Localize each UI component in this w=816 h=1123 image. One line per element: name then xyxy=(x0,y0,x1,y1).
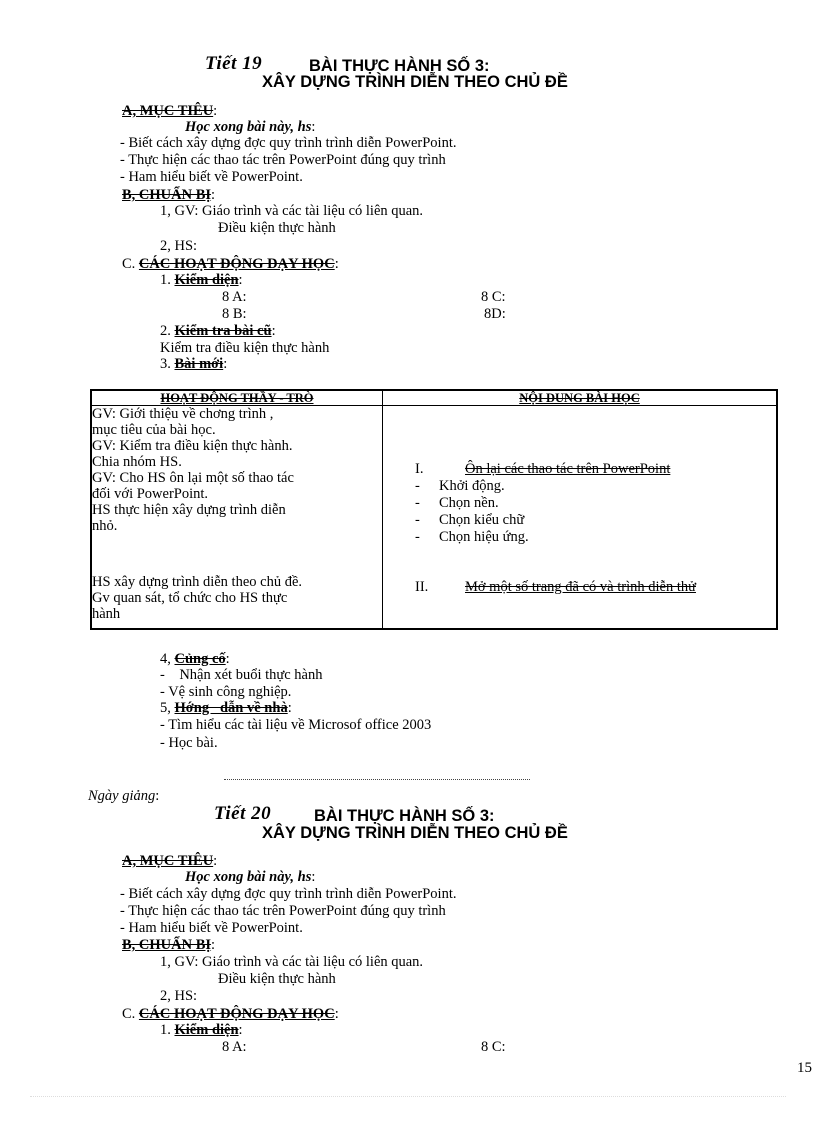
kiem-dien-label: Kiểm diện xyxy=(174,272,239,288)
content-section-2-title: Mở một số trang đã có và trình diễn thử xyxy=(465,579,696,595)
activity-line: GV: Cho HS ôn lại một số thao tác xyxy=(92,470,294,486)
lesson-20-number: Tiết 20 xyxy=(214,803,272,824)
ktbc-colon: : xyxy=(271,323,276,339)
section-b-heading xyxy=(122,187,215,203)
muc-tieu-item-3-2: - Ham hiểu biết về PowerPoint. xyxy=(120,920,303,936)
cung-co-item-1: - Nhận xét buổi thực hành xyxy=(160,667,323,683)
content-dash: - xyxy=(415,478,420,494)
ktbc-text: Kiểm tra điều kiện thực hành xyxy=(160,340,330,356)
content-item: Chọn nền. xyxy=(439,495,499,511)
lesson-20-subtitle: XÂY DỰNG TRÌNH DIỄN THEO CHỦ ĐỀ xyxy=(262,824,568,842)
content-item: Chọn kiểu chữ xyxy=(439,512,525,528)
muc-tieu-colon-2: : xyxy=(213,853,218,869)
activity-line: Chia nhóm HS. xyxy=(92,454,182,470)
content-section-1-title: Ôn lại các thao tác trên PowerPoint xyxy=(465,461,671,477)
content-dash: - xyxy=(415,512,420,528)
class-8a: 8 A: xyxy=(222,289,247,305)
table-header-left: HOẠT ĐỘNG THẦY - TRÒ xyxy=(91,390,383,406)
activity-line: nhỏ. xyxy=(92,518,118,534)
hoat-dong-label-2: CÁC HOẠT ĐỘNG DẠY HỌC xyxy=(138,1006,335,1022)
activity-line: mục tiêu của bài học. xyxy=(92,422,216,438)
hoat-dong-prefix-2: C. xyxy=(122,1006,136,1022)
ktbc-label: Kiểm tra bài cũ xyxy=(174,323,272,339)
chuan-bi-colon-2: : xyxy=(211,937,216,953)
muc-tieu-item-1: - Biết cách xây dựng đợc quy trình trình diễn PowerPoint. xyxy=(120,135,457,151)
section-a-heading-2 xyxy=(122,853,217,869)
cung-co-label: Củng cố xyxy=(174,651,226,667)
class-8c: 8 C: xyxy=(481,289,506,305)
section-c-heading-2 xyxy=(122,1006,339,1022)
muc-tieu-item-1-2: - Biết cách xây dựng đợc quy trình trình diễn PowerPoint. xyxy=(120,886,457,902)
class-8c-2: 8 C: xyxy=(481,1039,506,1055)
class-8a-2: 8 A: xyxy=(222,1039,247,1055)
cung-co-colon: : xyxy=(225,651,230,667)
hoat-dong-colon: : xyxy=(334,256,339,272)
huong-dan-colon: : xyxy=(287,700,292,716)
activity-line: GV: Giới thiệu về chơng trình , xyxy=(92,406,274,422)
ngay-giang-colon: : xyxy=(155,788,160,804)
kiem-dien-num-2: 1. xyxy=(160,1022,171,1038)
muc-tieu-item-3: - Ham hiểu biết về PowerPoint. xyxy=(120,169,303,185)
class-8d: 8D: xyxy=(484,306,506,322)
content-section-1-num: I. xyxy=(415,461,424,477)
activity-line: hành xyxy=(92,606,121,622)
hoat-dong-prefix: C. xyxy=(122,256,136,272)
content-item: Chọn hiệu ứng. xyxy=(439,529,529,545)
muc-tieu-label: A, MỤC TIÊU xyxy=(122,103,214,119)
chuan-bi-gv-2: Điều kiện thực hành xyxy=(218,220,336,236)
ktbc-num: 2. xyxy=(160,323,171,339)
section-b-heading-2 xyxy=(122,937,215,953)
table-row xyxy=(91,406,777,630)
huong-dan-item-2: - Học bài. xyxy=(160,735,218,751)
content-section-2-num: II. xyxy=(415,579,429,595)
ktbc-line xyxy=(160,323,276,339)
muc-tieu-intro-colon: : xyxy=(311,119,316,135)
hoat-dong-colon-2: : xyxy=(334,1006,339,1022)
section-separator xyxy=(224,779,530,780)
activity-line: đối với PowerPoint. xyxy=(92,486,209,502)
muc-tieu-intro-2: Học xong bài này, hs xyxy=(185,869,312,885)
chuan-bi-hs: 2, HS: xyxy=(160,238,198,254)
page-number: 15 xyxy=(797,1060,812,1076)
class-8b: 8 B: xyxy=(222,306,247,322)
table-header-right: NỘI DUNG BÀI HỌC xyxy=(383,390,778,406)
kiem-dien-line-2 xyxy=(160,1022,243,1038)
chuan-bi-gv-2-b: Điều kiện thực hành xyxy=(218,971,336,987)
activity-line: Gv quan sát, tổ chức cho HS thực xyxy=(92,590,288,606)
muc-tieu-intro-line-2 xyxy=(185,869,315,885)
content-dash: - xyxy=(415,529,420,545)
bai-moi-colon: : xyxy=(223,356,228,372)
kiem-dien-line xyxy=(160,272,243,288)
muc-tieu-intro-colon-2: : xyxy=(311,869,316,885)
content-item: Khởi động. xyxy=(439,478,505,494)
lesson-19-title: BÀI THỰC HÀNH SỐ 3: xyxy=(309,57,490,75)
content-dash: - xyxy=(415,495,420,511)
activity-line: HS thực hiện xây dựng trình diễn xyxy=(92,502,286,518)
hoat-dong-label: CÁC HOẠT ĐỘNG DẠY HỌC xyxy=(138,256,335,272)
lesson-20-title: BÀI THỰC HÀNH SỐ 3: xyxy=(314,807,495,825)
ngay-giang-label: Ngày giảng xyxy=(88,788,156,804)
ngay-giang-line xyxy=(88,788,159,804)
huong-dan-item-1: - Tìm hiểu các tài liệu về Microsof office 2003 xyxy=(160,717,432,733)
section-a-heading xyxy=(122,103,217,119)
chuan-bi-label-2: B, CHUẨN BỊ xyxy=(122,937,212,953)
huong-dan-line xyxy=(160,700,292,716)
kiem-dien-colon-2: : xyxy=(238,1022,243,1038)
table-cell-activities xyxy=(91,406,383,630)
chuan-bi-gv: 1, GV: Giáo trình và các tài liệu có liên quan. xyxy=(160,203,424,219)
chuan-bi-gv-b: 1, GV: Giáo trình và các tài liệu có liên quan. xyxy=(160,954,424,970)
bai-moi-num: 3. xyxy=(160,356,171,372)
muc-tieu-item-2: - Thực hiện các thao tác trên PowerPoint đúng quy trình xyxy=(120,152,446,168)
cung-co-line xyxy=(160,651,230,667)
huong-dan-num: 5, xyxy=(160,700,171,716)
page-bottom-edge xyxy=(30,1096,786,1097)
muc-tieu-intro-line xyxy=(185,119,315,135)
lesson-19-subtitle: XÂY DỰNG TRÌNH DIỄN THEO CHỦ ĐỀ xyxy=(262,73,568,91)
activity-line: HS xây dựng trình diễn theo chủ đề. xyxy=(92,574,303,590)
section-c-heading xyxy=(122,256,339,272)
lesson-table xyxy=(90,389,778,630)
lesson-19-number: Tiết 19 xyxy=(205,53,263,74)
muc-tieu-label-2: A, MỤC TIÊU xyxy=(122,853,214,869)
table-cell-content xyxy=(383,406,778,630)
cung-co-item-2: - Vệ sinh công nghiệp. xyxy=(160,684,292,700)
chuan-bi-label: B, CHUẨN BỊ xyxy=(122,187,212,203)
chuan-bi-colon: : xyxy=(211,187,216,203)
chuan-bi-hs-b: 2, HS: xyxy=(160,988,198,1004)
kiem-dien-colon: : xyxy=(238,272,243,288)
huong-dan-label: Hớng dẫn về nhà xyxy=(174,700,288,716)
bai-moi-label: Bài mới xyxy=(174,356,224,372)
muc-tieu-item-2-2: - Thực hiện các thao tác trên PowerPoint đúng quy trình xyxy=(120,903,446,919)
kiem-dien-num: 1. xyxy=(160,272,171,288)
bai-moi-line xyxy=(160,356,227,372)
muc-tieu-colon: : xyxy=(213,103,218,119)
table-header-row xyxy=(91,390,777,406)
muc-tieu-intro: Học xong bài này, hs xyxy=(185,119,312,135)
cung-co-num: 4, xyxy=(160,651,171,667)
kiem-dien-label-2: Kiểm diện xyxy=(174,1022,239,1038)
activity-line: GV: Kiểm tra điều kiện thực hành. xyxy=(92,438,293,454)
